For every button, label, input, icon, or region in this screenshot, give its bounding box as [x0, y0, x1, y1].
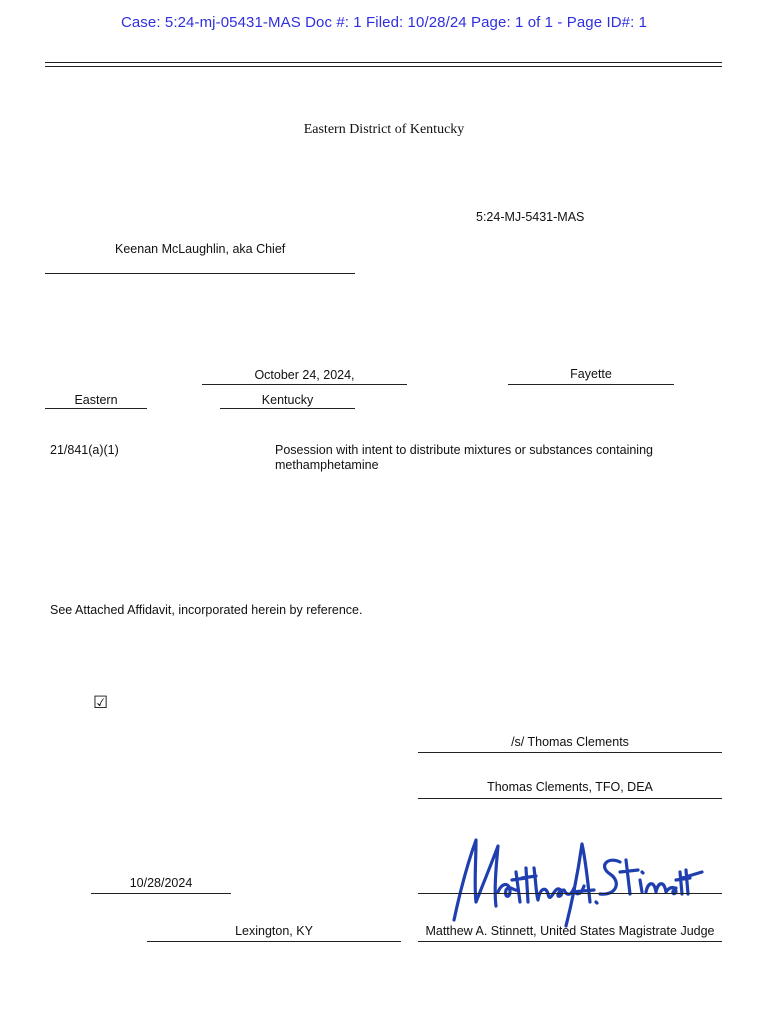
charge-description: Posession with intent to distribute mixtures or substances containing methamphetamine	[275, 443, 653, 472]
offense-district: Eastern	[74, 393, 118, 407]
complainant-printed-name: Thomas Clements, TFO, DEA	[487, 780, 653, 794]
complainant-signature: /s/ Thomas Clements	[511, 735, 629, 749]
complainant-name-line	[418, 798, 722, 799]
judge-printed-name: Matthew A. Stinnett, United States Magistrate Judge	[425, 924, 715, 938]
header-rule-bottom	[45, 66, 722, 67]
defendant-underline	[45, 273, 355, 274]
sign-city-state: Lexington, KY	[235, 924, 313, 938]
offense-date: October 24, 2024,	[254, 368, 355, 382]
offense-state-underline	[220, 408, 355, 409]
case-number: 5:24-MJ-5431-MAS	[476, 210, 585, 224]
judge-date-line	[91, 893, 231, 894]
offense-district-underline	[45, 408, 147, 409]
basis-statement: See Attached Affidavit, incorporated herein by reference.	[50, 603, 363, 617]
offense-county-underline	[508, 384, 674, 385]
header-rule-top	[45, 62, 722, 63]
city-state-line	[147, 941, 401, 942]
judge-handwritten-signature	[440, 832, 710, 928]
checked-checkbox[interactable]: ☑	[93, 693, 109, 712]
charge-code-section: 21/841(a)(1)	[50, 443, 119, 457]
complainant-signature-line	[418, 752, 722, 753]
judge-name-line	[418, 941, 722, 942]
offense-date-underline	[202, 384, 407, 385]
defendant-name: Keenan McLaughlin, aka Chief	[115, 242, 286, 256]
case-header-stamp: Case: 5:24-mj-05431-MAS Doc #: 1 Filed: 10/28/24 Page: 1 of 1 - Page ID#: 1	[120, 14, 648, 31]
offense-county: Fayette	[570, 367, 612, 381]
judge-sign-date: 10/28/2024	[129, 876, 193, 890]
judge-signature-line	[418, 893, 722, 894]
offense-state: Kentucky	[261, 393, 314, 407]
court-district-title: Eastern District of Kentucky	[303, 122, 465, 137]
